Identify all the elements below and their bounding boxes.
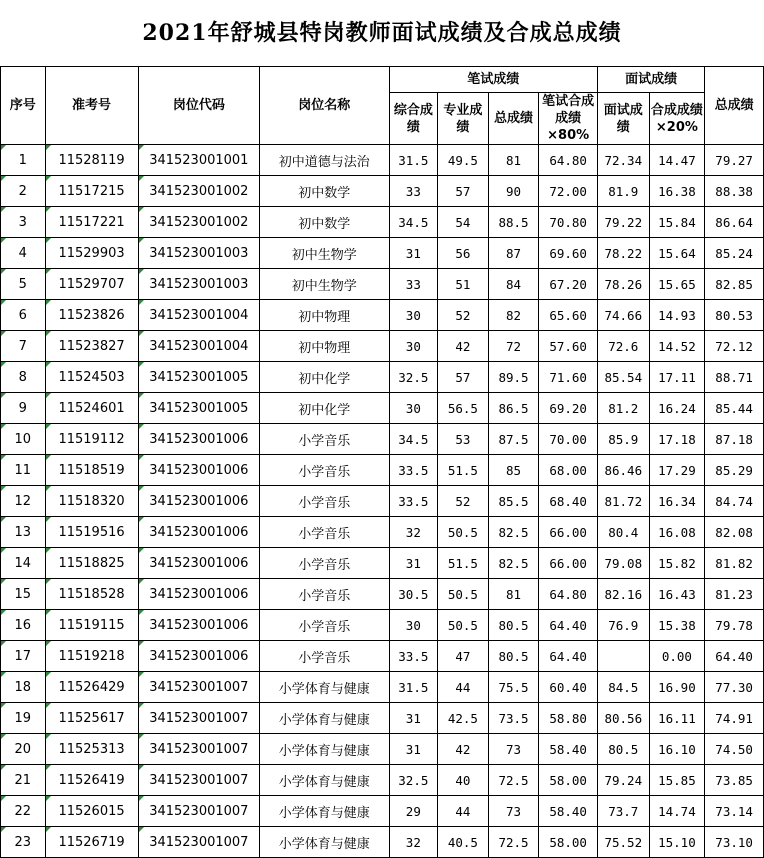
header-written-group: 笔试成绩: [389, 67, 597, 93]
cell-professional: 50.5: [438, 579, 489, 610]
cell-comprehensive: 30: [389, 393, 438, 424]
cell-seq: 10: [1, 424, 46, 455]
table-row: [1, 486, 764, 517]
cell-post-name: 初中物理: [260, 331, 390, 362]
cell-post-code: 341523001007: [138, 734, 259, 765]
cell-professional: 42.5: [438, 703, 489, 734]
cell-post-name: 小学体育与健康: [260, 672, 390, 703]
cell-seq: 19: [1, 703, 46, 734]
cell-seq: 2: [1, 176, 46, 207]
cell-professional: 50.5: [438, 610, 489, 641]
cell-post-name: 小学音乐: [260, 579, 390, 610]
cell-written-80: 69.60: [539, 238, 598, 269]
table-row: [1, 145, 764, 176]
cell-professional: 52: [438, 486, 489, 517]
cell-post-name: 小学音乐: [260, 517, 390, 548]
cell-seq: 9: [1, 393, 46, 424]
cell-post-name: 小学音乐: [260, 548, 390, 579]
cell-written-total: 85: [488, 455, 539, 486]
page-title: 2021年舒城县特岗教师面试成绩及合成总成绩: [142, 20, 622, 46]
cell-interview-20: 15.85: [649, 765, 705, 796]
cell-final-total: 79.78: [705, 610, 764, 641]
cell-post-code: 341523001006: [138, 610, 259, 641]
cell-comprehensive: 32.5: [389, 362, 438, 393]
cell-professional: 44: [438, 672, 489, 703]
cell-interview-20: 16.10: [649, 734, 705, 765]
cell-professional: 51: [438, 269, 489, 300]
cell-comprehensive: 30: [389, 331, 438, 362]
cell-final-total: 86.64: [705, 207, 764, 238]
cell-final-total: 79.27: [705, 145, 764, 176]
cell-written-80: 58.00: [539, 827, 598, 858]
cell-exam-no: 11525313: [45, 734, 138, 765]
cell-written-80: 58.80: [539, 703, 598, 734]
cell-written-total: 90: [488, 176, 539, 207]
cell-final-total: 73.10: [705, 827, 764, 858]
cell-interview-20: 15.38: [649, 610, 705, 641]
cell-written-80: 71.60: [539, 362, 598, 393]
table-row: [1, 517, 764, 548]
table-row: [1, 269, 764, 300]
cell-post-name: 小学音乐: [260, 486, 390, 517]
cell-post-name: 初中生物学: [260, 269, 390, 300]
cell-comprehensive: 33: [389, 176, 438, 207]
cell-interview-20: 15.84: [649, 207, 705, 238]
cell-written-total: 84: [488, 269, 539, 300]
cell-interview-20: 15.64: [649, 238, 705, 269]
cell-interview-20: 14.47: [649, 145, 705, 176]
cell-post-code: 341523001006: [138, 424, 259, 455]
cell-professional: 40.5: [438, 827, 489, 858]
cell-post-name: 小学体育与健康: [260, 765, 390, 796]
cell-exam-no: 11526429: [45, 672, 138, 703]
cell-post-code: 341523001004: [138, 331, 259, 362]
cell-seq: 16: [1, 610, 46, 641]
cell-exam-no: 11524503: [45, 362, 138, 393]
cell-interview-20: 16.34: [649, 486, 705, 517]
cell-seq: 18: [1, 672, 46, 703]
cell-seq: 21: [1, 765, 46, 796]
header-comprehensive: 综合成绩: [389, 93, 438, 145]
cell-written-80: 64.40: [539, 610, 598, 641]
table-header: [1, 67, 764, 145]
cell-interview-20: 17.18: [649, 424, 705, 455]
table-row: [1, 300, 764, 331]
cell-post-code: 341523001006: [138, 486, 259, 517]
cell-post-code: 341523001007: [138, 765, 259, 796]
table-row: [1, 765, 764, 796]
cell-comprehensive: 34.5: [389, 207, 438, 238]
cell-interview: 73.7: [598, 796, 650, 827]
cell-interview: 74.66: [598, 300, 650, 331]
table-row: [1, 796, 764, 827]
cell-seq: 14: [1, 548, 46, 579]
cell-interview-20: 15.82: [649, 548, 705, 579]
cell-final-total: 88.38: [705, 176, 764, 207]
table-row: [1, 393, 764, 424]
cell-written-80: 66.00: [539, 517, 598, 548]
cell-comprehensive: 32.5: [389, 765, 438, 796]
cell-comprehensive: 31: [389, 238, 438, 269]
cell-seq: 17: [1, 641, 46, 672]
cell-exam-no: 11526419: [45, 765, 138, 796]
cell-written-total: 73: [488, 796, 539, 827]
cell-post-code: 341523001003: [138, 269, 259, 300]
cell-written-80: 70.80: [539, 207, 598, 238]
cell-interview: 82.16: [598, 579, 650, 610]
table-row: [1, 641, 764, 672]
cell-interview: 80.4: [598, 517, 650, 548]
cell-post-name: 初中道德与法治: [260, 145, 390, 176]
cell-interview: 85.9: [598, 424, 650, 455]
cell-post-code: 341523001006: [138, 517, 259, 548]
cell-post-code: 341523001007: [138, 703, 259, 734]
cell-exam-no: 11523826: [45, 300, 138, 331]
cell-interview: 79.08: [598, 548, 650, 579]
cell-exam-no: 11523827: [45, 331, 138, 362]
cell-comprehensive: 30: [389, 300, 438, 331]
cell-final-total: 82.08: [705, 517, 764, 548]
cell-final-total: 77.30: [705, 672, 764, 703]
cell-seq: 4: [1, 238, 46, 269]
cell-written-total: 88.5: [488, 207, 539, 238]
cell-written-total: 80.5: [488, 641, 539, 672]
cell-written-total: 86.5: [488, 393, 539, 424]
cell-post-code: 341523001006: [138, 455, 259, 486]
cell-interview: 80.5: [598, 734, 650, 765]
cell-seq: 8: [1, 362, 46, 393]
cell-exam-no: 11519218: [45, 641, 138, 672]
cell-written-total: 72.5: [488, 827, 539, 858]
cell-exam-no: 11524601: [45, 393, 138, 424]
table-row: [1, 672, 764, 703]
cell-interview: 84.5: [598, 672, 650, 703]
cell-written-80: 69.20: [539, 393, 598, 424]
cell-seq: 1: [1, 145, 46, 176]
cell-interview-20: 16.11: [649, 703, 705, 734]
cell-interview-20: 14.93: [649, 300, 705, 331]
cell-comprehensive: 33: [389, 269, 438, 300]
cell-professional: 53: [438, 424, 489, 455]
cell-professional: 49.5: [438, 145, 489, 176]
cell-interview: [598, 641, 650, 672]
cell-interview: 81.72: [598, 486, 650, 517]
cell-comprehensive: 31: [389, 548, 438, 579]
cell-professional: 52: [438, 300, 489, 331]
cell-professional: 50.5: [438, 517, 489, 548]
cell-written-80: 58.00: [539, 765, 598, 796]
table-row: [1, 207, 764, 238]
cell-interview: 86.46: [598, 455, 650, 486]
cell-exam-no: 11526719: [45, 827, 138, 858]
cell-post-code: 341523001002: [138, 207, 259, 238]
cell-written-total: 81: [488, 145, 539, 176]
header-written-80: 笔试合成成绩×80%: [539, 93, 598, 145]
cell-seq: 13: [1, 517, 46, 548]
cell-exam-no: 11518320: [45, 486, 138, 517]
cell-comprehensive: 33.5: [389, 486, 438, 517]
cell-seq: 6: [1, 300, 46, 331]
cell-exam-no: 11529707: [45, 269, 138, 300]
cell-interview-20: 14.74: [649, 796, 705, 827]
cell-interview-20: 17.11: [649, 362, 705, 393]
cell-post-name: 初中物理: [260, 300, 390, 331]
cell-comprehensive: 30: [389, 610, 438, 641]
cell-written-total: 81: [488, 579, 539, 610]
cell-final-total: 64.40: [705, 641, 764, 672]
cell-written-total: 85.5: [488, 486, 539, 517]
cell-interview: 78.22: [598, 238, 650, 269]
cell-written-80: 67.20: [539, 269, 598, 300]
cell-written-total: 87.5: [488, 424, 539, 455]
cell-final-total: 81.82: [705, 548, 764, 579]
cell-seq: 22: [1, 796, 46, 827]
cell-post-name: 初中数学: [260, 176, 390, 207]
cell-comprehensive: 31.5: [389, 672, 438, 703]
cell-exam-no: 11519112: [45, 424, 138, 455]
cell-final-total: 84.74: [705, 486, 764, 517]
cell-comprehensive: 32: [389, 827, 438, 858]
cell-post-name: 小学音乐: [260, 455, 390, 486]
cell-professional: 54: [438, 207, 489, 238]
table-row: [1, 362, 764, 393]
cell-written-total: 82.5: [488, 548, 539, 579]
cell-written-80: 58.40: [539, 796, 598, 827]
cell-final-total: 72.12: [705, 331, 764, 362]
cell-final-total: 85.44: [705, 393, 764, 424]
cell-comprehensive: 31.5: [389, 145, 438, 176]
cell-final-total: 73.14: [705, 796, 764, 827]
cell-written-80: 68.00: [539, 455, 598, 486]
header-seq: 序号: [1, 67, 46, 145]
cell-post-name: 小学音乐: [260, 424, 390, 455]
table-row: [1, 238, 764, 269]
cell-post-code: 341523001007: [138, 827, 259, 858]
cell-comprehensive: 29: [389, 796, 438, 827]
cell-interview-20: 16.08: [649, 517, 705, 548]
cell-seq: 3: [1, 207, 46, 238]
cell-post-name: 小学音乐: [260, 641, 390, 672]
cell-professional: 44: [438, 796, 489, 827]
table-body: [1, 145, 764, 858]
cell-professional: 42: [438, 331, 489, 362]
cell-written-80: 64.40: [539, 641, 598, 672]
header-final-total: 总成绩: [705, 67, 764, 145]
cell-exam-no: 11519516: [45, 517, 138, 548]
cell-comprehensive: 34.5: [389, 424, 438, 455]
cell-written-80: 66.00: [539, 548, 598, 579]
cell-written-total: 82.5: [488, 517, 539, 548]
cell-exam-no: 11526015: [45, 796, 138, 827]
cell-professional: 57: [438, 362, 489, 393]
cell-written-total: 80.5: [488, 610, 539, 641]
cell-comprehensive: 33.5: [389, 455, 438, 486]
table-row: [1, 424, 764, 455]
cell-post-name: 小学音乐: [260, 610, 390, 641]
cell-final-total: 74.91: [705, 703, 764, 734]
cell-interview-20: 16.38: [649, 176, 705, 207]
cell-interview: 72.6: [598, 331, 650, 362]
cell-seq: 11: [1, 455, 46, 486]
cell-final-total: 74.50: [705, 734, 764, 765]
cell-exam-no: 11517215: [45, 176, 138, 207]
cell-written-total: 72: [488, 331, 539, 362]
cell-interview-20: 16.90: [649, 672, 705, 703]
cell-post-name: 小学体育与健康: [260, 796, 390, 827]
cell-interview: 79.22: [598, 207, 650, 238]
cell-interview: 79.24: [598, 765, 650, 796]
cell-written-80: 60.40: [539, 672, 598, 703]
cell-professional: 40: [438, 765, 489, 796]
cell-final-total: 81.23: [705, 579, 764, 610]
cell-interview-20: 15.10: [649, 827, 705, 858]
cell-professional: 51.5: [438, 548, 489, 579]
table-row: [1, 703, 764, 734]
cell-post-name: 初中数学: [260, 207, 390, 238]
cell-post-name: 初中生物学: [260, 238, 390, 269]
cell-written-80: 68.40: [539, 486, 598, 517]
cell-written-total: 87: [488, 238, 539, 269]
table-row: [1, 548, 764, 579]
cell-written-total: 73.5: [488, 703, 539, 734]
cell-post-name: 小学体育与健康: [260, 734, 390, 765]
cell-seq: 5: [1, 269, 46, 300]
cell-professional: 47: [438, 641, 489, 672]
cell-post-code: 341523001003: [138, 238, 259, 269]
cell-exam-no: 11518519: [45, 455, 138, 486]
cell-written-80: 64.80: [539, 579, 598, 610]
cell-interview-20: 15.65: [649, 269, 705, 300]
cell-seq: 20: [1, 734, 46, 765]
cell-interview: 75.52: [598, 827, 650, 858]
header-post-name: 岗位名称: [260, 67, 390, 145]
cell-interview-20: 17.29: [649, 455, 705, 486]
cell-exam-no: 11518825: [45, 548, 138, 579]
cell-written-total: 75.5: [488, 672, 539, 703]
cell-post-code: 341523001001: [138, 145, 259, 176]
cell-seq: 15: [1, 579, 46, 610]
cell-written-80: 70.00: [539, 424, 598, 455]
table-row: [1, 579, 764, 610]
cell-final-total: 85.24: [705, 238, 764, 269]
table-row: [1, 455, 764, 486]
cell-interview: 78.26: [598, 269, 650, 300]
cell-seq: 23: [1, 827, 46, 858]
cell-post-code: 341523001005: [138, 362, 259, 393]
cell-post-code: 341523001006: [138, 548, 259, 579]
table-row: [1, 734, 764, 765]
cell-post-code: 341523001004: [138, 300, 259, 331]
table-row: [1, 176, 764, 207]
header-written-total: 总成绩: [488, 93, 539, 145]
cell-final-total: 80.53: [705, 300, 764, 331]
cell-written-80: 65.60: [539, 300, 598, 331]
cell-comprehensive: 32: [389, 517, 438, 548]
cell-interview: 80.56: [598, 703, 650, 734]
cell-post-code: 341523001006: [138, 641, 259, 672]
cell-exam-no: 11529903: [45, 238, 138, 269]
cell-interview: 81.2: [598, 393, 650, 424]
cell-post-name: 初中化学: [260, 362, 390, 393]
cell-final-total: 73.85: [705, 765, 764, 796]
cell-exam-no: 11518528: [45, 579, 138, 610]
cell-interview: 81.9: [598, 176, 650, 207]
cell-interview: 72.34: [598, 145, 650, 176]
score-table: [0, 66, 764, 858]
cell-written-total: 72.5: [488, 765, 539, 796]
cell-interview-20: 0.00: [649, 641, 705, 672]
cell-post-code: 341523001006: [138, 579, 259, 610]
cell-interview: 76.9: [598, 610, 650, 641]
cell-exam-no: 11517221: [45, 207, 138, 238]
cell-professional: 42: [438, 734, 489, 765]
cell-written-80: 72.00: [539, 176, 598, 207]
cell-post-code: 341523001007: [138, 672, 259, 703]
cell-written-total: 82: [488, 300, 539, 331]
cell-exam-no: 11528119: [45, 145, 138, 176]
cell-written-80: 58.40: [539, 734, 598, 765]
header-interview: 面试成绩: [598, 93, 650, 145]
cell-interview-20: 16.43: [649, 579, 705, 610]
cell-comprehensive: 31: [389, 703, 438, 734]
table-row: [1, 827, 764, 858]
cell-comprehensive: 31: [389, 734, 438, 765]
cell-professional: 51.5: [438, 455, 489, 486]
cell-seq: 7: [1, 331, 46, 362]
header-professional: 专业成绩: [438, 93, 489, 145]
cell-interview-20: 14.52: [649, 331, 705, 362]
cell-written-80: 57.60: [539, 331, 598, 362]
cell-post-code: 341523001007: [138, 796, 259, 827]
cell-final-total: 87.18: [705, 424, 764, 455]
cell-final-total: 85.29: [705, 455, 764, 486]
cell-post-code: 341523001002: [138, 176, 259, 207]
cell-comprehensive: 33.5: [389, 641, 438, 672]
cell-post-code: 341523001005: [138, 393, 259, 424]
table-row: [1, 331, 764, 362]
cell-professional: 56: [438, 238, 489, 269]
cell-interview: 85.54: [598, 362, 650, 393]
cell-post-name: 初中化学: [260, 393, 390, 424]
header-post-code: 岗位代码: [138, 67, 259, 145]
header-exam-no: 准考号: [45, 67, 138, 145]
cell-exam-no: 11525617: [45, 703, 138, 734]
cell-exam-no: 11519115: [45, 610, 138, 641]
cell-written-80: 64.80: [539, 145, 598, 176]
cell-post-name: 小学体育与健康: [260, 827, 390, 858]
header-interview-20: 合成成绩×20%: [649, 93, 705, 145]
cell-final-total: 88.71: [705, 362, 764, 393]
cell-comprehensive: 30.5: [389, 579, 438, 610]
cell-written-total: 73: [488, 734, 539, 765]
cell-interview-20: 16.24: [649, 393, 705, 424]
cell-seq: 12: [1, 486, 46, 517]
cell-written-total: 89.5: [488, 362, 539, 393]
table-row: [1, 610, 764, 641]
header-interview-group: 面试成绩: [598, 67, 705, 93]
cell-post-name: 小学体育与健康: [260, 703, 390, 734]
cell-professional: 57: [438, 176, 489, 207]
cell-professional: 56.5: [438, 393, 489, 424]
cell-final-total: 82.85: [705, 269, 764, 300]
